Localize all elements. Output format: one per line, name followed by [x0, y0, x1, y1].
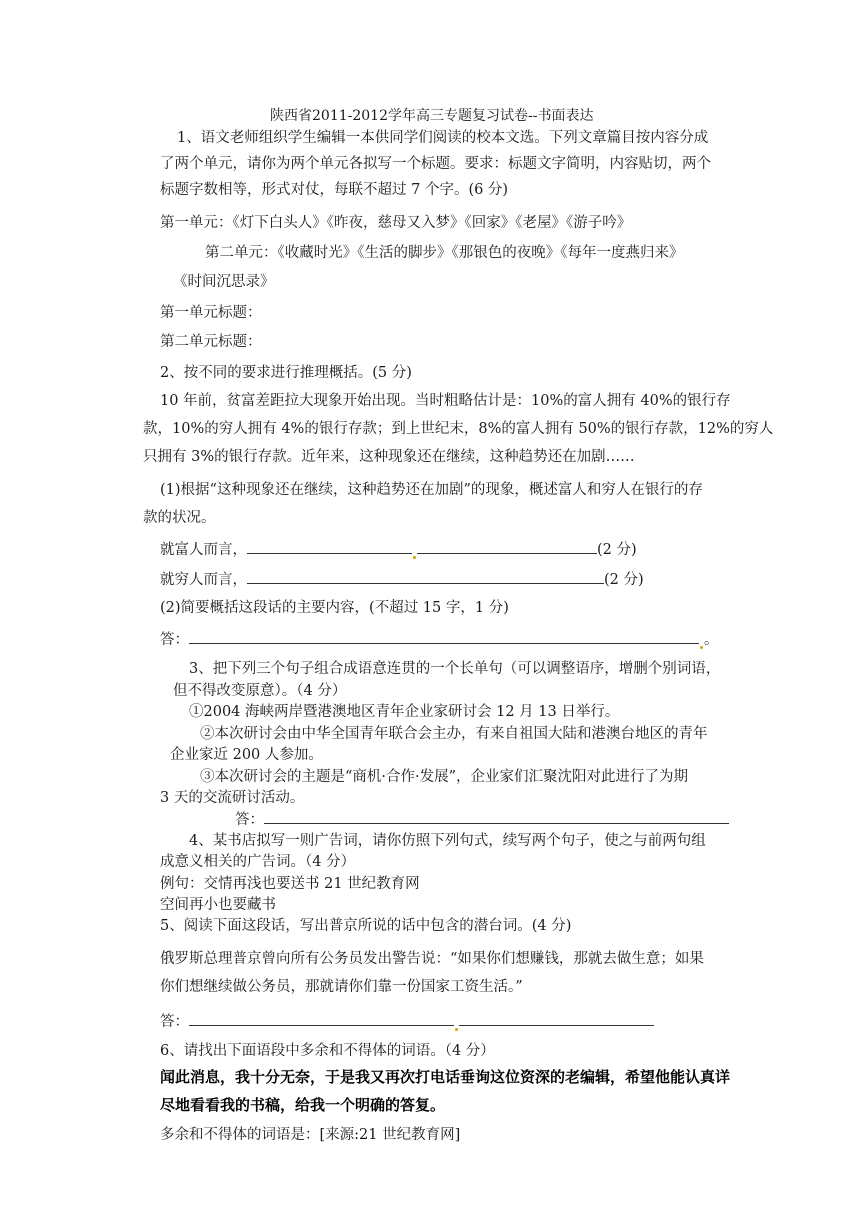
q4-example: 例句：交情再浅也要送书 21 世纪教育网 — [160, 876, 420, 892]
q5-answer-row — [160, 1012, 654, 1031]
q3-line-2: 但不得改变原意）。（4 分） — [173, 683, 347, 699]
q2-heading: 2、按不同的要求进行推理概括。(5 分) — [160, 365, 412, 381]
q6-passage-line-2: 尽地看看我的书稿，给我一个明确的答复。 — [160, 1096, 446, 1114]
q1-unit2-title-answer: 第二单元标题： — [160, 334, 262, 350]
yellow-dot-mark — [413, 556, 416, 559]
q1-line-1: 1、语文老师组织学生编辑一本供同学们阅读的校本文选。下列文章篇目按内容分成 — [177, 130, 709, 146]
q5-answer-blank-b — [459, 1012, 654, 1026]
q4-example-2: 空间再小也要藏书 — [160, 897, 276, 913]
yellow-dot-mark — [455, 1028, 458, 1031]
q2-answer-blank — [189, 630, 699, 644]
q1-unit1: 第一单元：《灯下白头人》《昨夜，慈母又入梦》《回家》《老屋》《游子吟》 — [160, 215, 632, 231]
q1-unit2: 第二单元：《收藏时光》《生活的脚步》《那银色的夜晚》《每年一度燕归来》 — [205, 245, 684, 261]
q2-para-line-2: 款，10%的穷人拥有 4%的银行存款；到上世纪末，8%的富人拥有 50%的银行存款，12%的穷人 — [143, 421, 774, 437]
q2-rich-blank-b — [417, 540, 597, 554]
q3-sentence-3: ③本次研讨会的主题是“商机·合作·发展”，企业家们汇聚沈阳对此进行了为期 — [200, 769, 689, 785]
q2-rich-row — [160, 540, 637, 559]
q1-line-2: 了两个单元，请你为两个单元各拟写一个标题。要求：标题文字简明，内容贴切，两个 — [160, 156, 711, 172]
q2-rich-score: (2 分) — [597, 542, 637, 558]
q5-para-line-2: 你们想继续做公务员，那就请你们靠一份国家工资生活。” — [160, 979, 523, 995]
q2-para-line-3: 只拥有 3%的银行存款。近年来，这种现象还在继续，这种趋势还在加剧…… — [143, 449, 635, 465]
q5-heading: 5、阅读下面这段话，写出普京所说的话中包含的潜台词。(4 分) — [160, 918, 572, 934]
q5-answer-blank-a — [189, 1012, 454, 1026]
q2-poor-row — [160, 570, 644, 589]
q2-answer-row — [160, 630, 719, 649]
q2-rich-label: 就富人而言， — [160, 542, 247, 558]
q5-para-line-1: 俄罗斯总理普京曾向所有公务员发出警告说：“如果你们想赚钱，那就去做生意；如果 — [160, 951, 704, 967]
q1-unit2-cont: 《时间沉思录》 — [173, 274, 275, 290]
q2-para-line-1: 10 年前，贫富差距拉大现象开始出现。当时粗略估计是：10%的富人拥有 40%的银行存 — [160, 393, 731, 409]
q2-poor-blank — [247, 570, 604, 584]
q4-line-1: 4、某书店拟写一则广告词，请你仿照下列句式，续写两个句子，使之与前两句组 — [189, 833, 706, 849]
q3-sentence-3-cont: 3 天的交流研讨活动。 — [160, 790, 305, 806]
q6-answer: 多余和不得体的词语是：[来源:21 世纪教育网] — [160, 1127, 461, 1143]
q2-answer-end: 。 — [704, 632, 719, 648]
q2-sub1-line-1: (1)根据“这种现象还在继续，这种趋势还在加剧”的现象，概述富人和穷人在银行的存 — [160, 482, 703, 498]
q1-unit1-title-answer: 第一单元标题： — [160, 305, 262, 321]
q2-poor-score: (2 分) — [604, 572, 644, 588]
q6-passage-line-1: 闻此消息，我十分无奈，于是我又再次打电话垂询这位资深的老编辑，希望他能认真详 — [160, 1068, 731, 1086]
q2-answer-label: 答： — [160, 632, 189, 648]
q4-line-2: 成意义相关的广告词。（4 分） — [160, 854, 356, 870]
q2-rich-blank-a — [247, 540, 412, 554]
document-title: 陕西省2011-2012学年高三专题复习试卷--书面表达 — [270, 108, 594, 124]
q3-sentence-2: ②本次研讨会由中华全国青年联合会主办，有来自祖国大陆和港澳台地区的青年 — [200, 726, 708, 742]
q1-line-3: 标题字数相等，形式对仗，每联不超过 7 个字。(6 分) — [160, 182, 509, 198]
q6-heading: 6、请找出下面语段中多余和不得体的词语。（4 分） — [160, 1043, 495, 1059]
q2-sub1-line-2: 款的状况。 — [143, 510, 216, 526]
q3-answer-label: 答： — [235, 812, 264, 828]
q2-sub2: (2)简要概括这段话的主要内容，(不超过 15 字，1 分) — [160, 600, 509, 616]
q2-poor-label: 就穷人而言， — [160, 572, 247, 588]
q3-sentence-2-cont: 企业家近 200 人参加。 — [170, 747, 323, 763]
q3-answer-row — [235, 810, 729, 829]
q3-answer-blank — [264, 810, 729, 824]
yellow-dot-mark — [700, 646, 703, 649]
q3-sentence-1: ①2004 海峡两岸暨港澳地区青年企业家研讨会 12 月 13 日举行。 — [189, 704, 620, 720]
q5-answer-label: 答： — [160, 1014, 189, 1030]
q3-line-1: 3、把下列三个句子组合成语意连贯的一个长单句（可以调整语序，增删个别词语， — [189, 661, 721, 677]
